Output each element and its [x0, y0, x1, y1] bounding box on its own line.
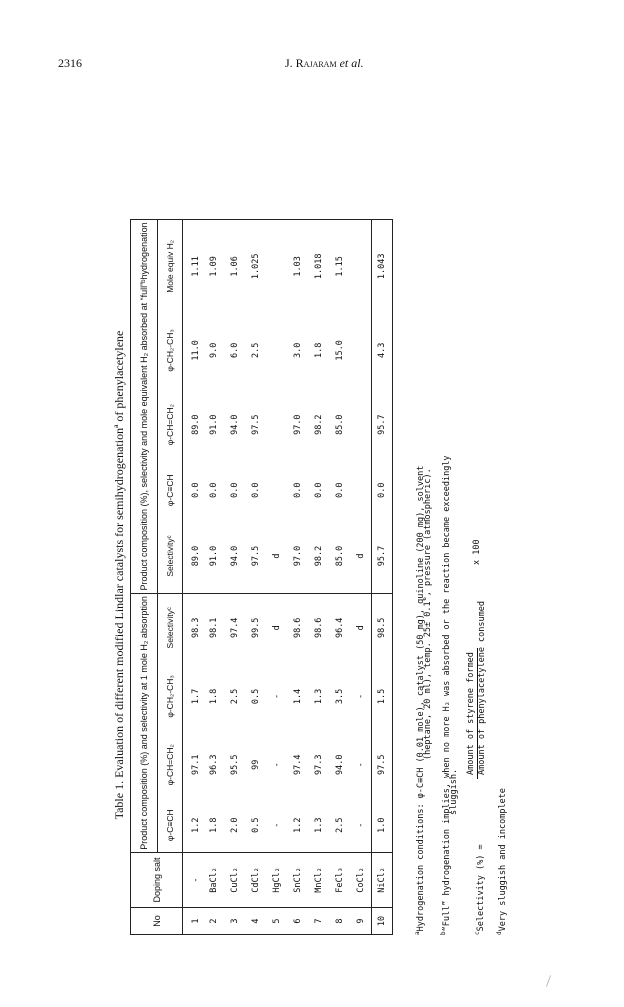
col-no-header: No — [151, 915, 162, 927]
table-cell: 0.0 — [314, 482, 324, 498]
table-cell: 1.025 — [251, 253, 261, 280]
table-cell: 98.2 — [314, 414, 324, 435]
table-cell: 98.3 — [191, 617, 202, 639]
table-cell: d — [267, 519, 288, 593]
table-cell: 1.2 — [288, 798, 309, 852]
table-cell: 1 — [191, 918, 202, 924]
g2-col-2: φ-CH=CH₂ — [165, 404, 175, 446]
table-cell: CdCl₂ — [246, 853, 267, 908]
table-cell: 4 — [251, 918, 261, 924]
selectivity-numerator: Amount of styrene formed — [466, 648, 478, 779]
table-cell: - — [272, 693, 282, 699]
table-cell: 1.8 — [314, 342, 324, 359]
running-head-authors: J. Rajaram — [285, 56, 337, 70]
table-cell: 98.6 — [293, 617, 303, 639]
table-cell — [267, 220, 288, 313]
g1-col-0: φ-C≡CH — [158, 798, 183, 852]
table-cell: 0.0 — [191, 482, 202, 498]
table-cell: 95.7 — [372, 519, 393, 593]
table-cell: 0.0 — [230, 482, 240, 498]
table-cell: - — [351, 662, 372, 731]
table-cell: 1.043 — [377, 253, 387, 280]
page-number: 2316 — [58, 56, 82, 70]
selectivity-multiplier: x 100 — [472, 539, 482, 565]
table-cell: 99 — [251, 759, 261, 770]
running-head-etal: et al. — [336, 56, 364, 70]
g1-col-3: Selectivityᶜ — [165, 607, 175, 649]
table-row — [372, 220, 393, 935]
table-cell: 0.0 — [335, 482, 345, 498]
table-cell: 97.4 — [293, 754, 303, 776]
table-cell: 97.5 — [377, 754, 387, 776]
table-cell: 98.6 — [314, 617, 324, 639]
table-cell: 1.03 — [293, 256, 303, 277]
table-cell: 5 — [272, 918, 282, 924]
table-cell: - — [351, 798, 372, 852]
table-cell: 0.0 — [251, 482, 261, 498]
table-cell: CoCl₂ — [351, 853, 372, 908]
table-cell: 97.0 — [293, 414, 303, 435]
table-cell: NiCl₂ — [372, 853, 393, 908]
table-cell: 1.8 — [204, 798, 225, 852]
table-cell: 3.5 — [335, 688, 345, 705]
footnote-b: $^b$“Full” hydrogenation implies, when no more H₂ was absorbed or the reaction became exceedingly — [440, 455, 452, 935]
table-cell: 96.4 — [335, 617, 345, 639]
table-cell: 0.5 — [246, 798, 267, 852]
table-cell: 97.4 — [230, 617, 240, 639]
footnote-b-cont: sluggish. — [449, 768, 459, 815]
table-cell: 10 — [377, 915, 387, 927]
table-cell: 8 — [335, 918, 345, 924]
footnote-a-cont: (heptane, 20 ml), temp. 25± 0.1°, pressure (atmospheric). — [423, 468, 433, 760]
table-cell — [267, 388, 288, 461]
table-cell: 1.2 — [183, 798, 204, 852]
table-cell: 94.0 — [225, 519, 246, 593]
table-cell: 2.5 — [330, 798, 351, 852]
table-cell: 85.0 — [330, 519, 351, 593]
catalyst-table — [130, 219, 393, 935]
table-cell: 1.5 — [377, 688, 387, 705]
table-cell — [351, 461, 372, 519]
scan-mark — [546, 975, 551, 987]
table-cell: MnCl₂ — [309, 853, 330, 908]
table-cell: 1.7 — [191, 688, 202, 705]
table-cell: 94.0 — [230, 414, 240, 435]
table-cell: 97.1 — [191, 754, 202, 776]
table-cell: 3 — [230, 918, 240, 924]
group2-header: Product composition (%), selectivity and mole equivalent H₂ absorbed at “full”ᵇhydrogenation — [131, 220, 158, 594]
table-cell: 1.3 — [314, 688, 324, 705]
table-row — [267, 220, 288, 935]
table-cell: FeCl₃ — [330, 853, 351, 908]
table-cell: 0.0 — [209, 482, 219, 498]
table-cell: 95.7 — [377, 414, 387, 435]
table-row — [351, 220, 372, 935]
table-cell: 2.5 — [230, 688, 240, 705]
table-cell: 2 — [209, 918, 219, 924]
table-cell: 1.11 — [191, 256, 202, 277]
table-cell: 0.5 — [251, 688, 261, 705]
table-cell: 96.3 — [209, 754, 219, 776]
table-cell: 1.8 — [209, 688, 219, 705]
table-cell: 1.018 — [314, 253, 324, 280]
table-cell: 98.2 — [309, 519, 330, 593]
table-row — [204, 220, 225, 935]
table-row — [288, 220, 309, 935]
table-cell: 1.3 — [309, 798, 330, 852]
g2-col-0: Selectivityᶜ — [158, 519, 183, 593]
g2-col-4: Mole equiv H₂ — [165, 239, 175, 293]
table-cell: 1.0 — [372, 798, 393, 852]
table-cell: 91.0 — [204, 519, 225, 593]
table-cell: 4.3 — [377, 342, 387, 359]
table-cell: 99.5 — [251, 617, 261, 639]
table-cell: SnCl₂ — [288, 853, 309, 908]
table-cell: 0.0 — [377, 482, 387, 498]
table-cell: 3.0 — [293, 342, 303, 359]
table-row — [246, 220, 267, 935]
footnote-c: $^c$Selectivity (%) = Amount of styrene formed Amount of phenylacetylene consumed x 100 — [466, 539, 487, 935]
table-cell: 6.0 — [230, 342, 240, 359]
g1-col-1: φ-CH=CH₂ — [165, 744, 175, 786]
table-cell: HgCl₂ — [267, 853, 288, 908]
table-cell — [267, 313, 288, 388]
g2-col-3: φ-CH₂-CH₃ — [165, 329, 175, 372]
table-cell: 89.0 — [183, 519, 204, 593]
table-cell — [351, 220, 372, 313]
table-cell: 1.4 — [293, 688, 303, 705]
g1-col-2: φ-CH₂-CH₃ — [165, 675, 175, 718]
table-cell: 1.09 — [209, 256, 219, 277]
g2-col-1: φ-C≡CH — [165, 474, 175, 507]
table-cell — [351, 388, 372, 461]
table-cell: - — [267, 798, 288, 852]
table-cell: 98.5 — [377, 617, 387, 639]
table-cell: 97.5 — [251, 414, 261, 435]
table-cell — [267, 461, 288, 519]
table-cell: - — [272, 762, 282, 768]
table-cell: 2.5 — [251, 342, 261, 359]
table-cell: 97.5 — [246, 519, 267, 593]
table-cell: 1.15 — [335, 256, 345, 277]
table-cell: 94.0 — [335, 754, 345, 776]
table-cell: 98.1 — [209, 617, 219, 639]
table-cell: 0.0 — [293, 482, 303, 498]
table-cell: 2.0 — [225, 798, 246, 852]
footnote-d: $^d$Very sluggish and incomplete — [496, 788, 508, 935]
table-cell: 95.5 — [230, 754, 240, 776]
table-cell: 9 — [351, 908, 372, 935]
table-cell: 91.0 — [209, 414, 219, 435]
col-doping-header: Doping salt — [131, 853, 183, 908]
table-cell: 85.0 — [335, 414, 345, 435]
table-caption: Table 1. Evaluation of different modified Lindlar catalysts for semihydrogenationª of phenylacetylene — [112, 330, 126, 820]
table-cell: 97.0 — [288, 519, 309, 593]
table-cell: BaCl₂ — [204, 853, 225, 908]
table-cell: 7 — [314, 918, 324, 924]
table-row — [225, 220, 246, 935]
table-cell: 6 — [293, 918, 303, 924]
table-row — [309, 220, 330, 935]
table-row — [330, 220, 351, 935]
table-cell — [351, 313, 372, 388]
footnote-a: $^a$Hydrogenation conditions: φ-C≡CH (0.01 mole), catalyst (50 mg), quinoline (200 mg), solvent — [414, 465, 426, 935]
table-cell: 89.0 — [191, 414, 202, 435]
rotated-table-block — [112, 215, 508, 935]
table-cell: 1.06 — [230, 256, 240, 277]
running-head — [285, 56, 364, 71]
selectivity-denominator: Amount of phenylacetylene consumed — [477, 601, 487, 775]
group1-header: Product composition (%) and selectivity at 1 mole H₂ absorption — [131, 593, 158, 852]
table-cell: 15.0 — [335, 340, 345, 361]
table-row — [183, 220, 204, 935]
table-cell: 97.3 — [314, 754, 324, 776]
table-cell: d — [351, 519, 372, 593]
table-cell: CuCl₂ — [225, 853, 246, 908]
table-cell: 9.0 — [209, 342, 219, 359]
table-cell: - — [183, 853, 204, 908]
table-cell: d — [272, 625, 282, 631]
table-cell: - — [351, 731, 372, 798]
table-cell: d — [351, 593, 372, 661]
table-cell: 11.0 — [191, 340, 202, 361]
